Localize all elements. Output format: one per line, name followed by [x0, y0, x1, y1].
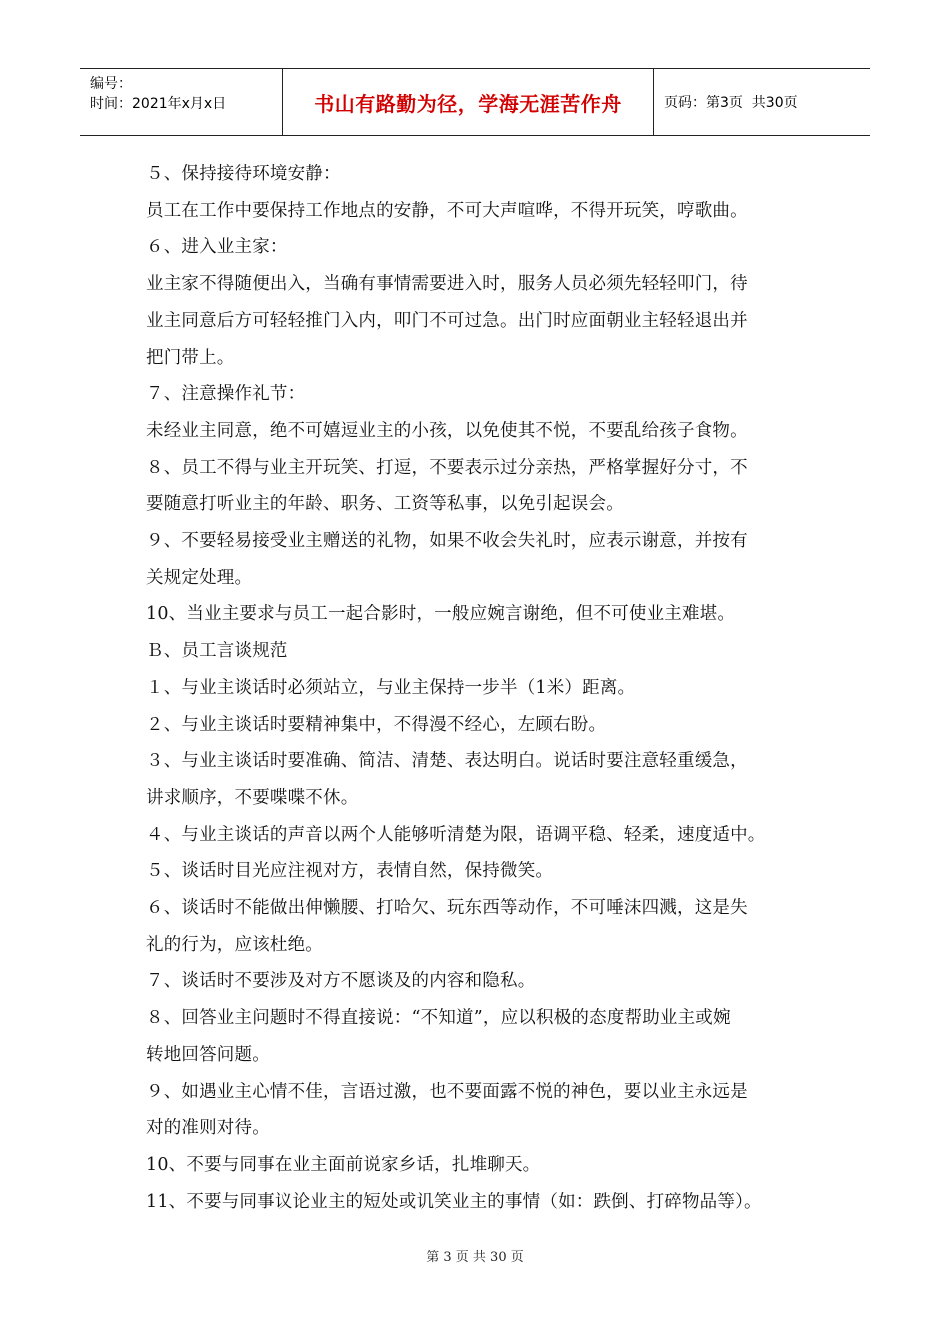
section-heading: Ｂ、员工言谈规范 — [146, 641, 288, 662]
body-line: ２、与业主谈话时要精神集中，不得漫不经心，左顾右盼。 — [146, 714, 607, 735]
body-line: １、与业主谈话时必须站立，与业主保持一步半（1米）距离。 — [146, 677, 636, 698]
body-line: 员工在工作中要保持工作地点的安静，不可大声喧哗，不得开玩笑，哼歌曲。 — [146, 200, 748, 221]
body-line: ７、注意操作礼节： — [146, 384, 306, 405]
body-line: ８、员工不得与业主开玩笑、打逗，不要表示过分亲热，严格掌握好分寸，不 — [146, 457, 748, 478]
body-line: ６、进入业主家： — [146, 237, 288, 258]
body-line: ８、回答业主问题时不得直接说：“不知道”，应以积极的态度帮助业主或婉 — [146, 1008, 731, 1029]
body-line: 对的准则对待。 — [146, 1118, 270, 1139]
body-line: ６、谈话时不能做出伸懒腰、打哈欠、玩东西等动作，不可唾沫四溅，这是失 — [146, 898, 748, 919]
body-line: 11、不要与同事议论业主的短处或讥笑业主的事情（如：跌倒、打碎物品等）。 — [146, 1191, 762, 1212]
body-line: ５、谈话时目光应注视对方，表情自然，保持微笑。 — [146, 861, 554, 882]
body-line: 关规定处理。 — [146, 567, 253, 588]
header-page-cell — [654, 69, 870, 135]
number-label: 编号： — [90, 76, 132, 92]
document-body — [146, 156, 826, 1220]
body-line: ７、谈话时不要涉及对方不愿谈及的内容和隐私。 — [146, 971, 536, 992]
page-footer: 第 3 页 共 30 页 — [426, 1250, 524, 1265]
body-line: ５、保持接待环境安静： — [146, 164, 341, 184]
page-number-label: 页码：第3页 共30页 — [664, 95, 798, 111]
body-line: ４、与业主谈话的声音以两个人能够听清楚为限，语调平稳、轻柔，速度适中。 — [146, 824, 766, 845]
body-line: 要随意打听业主的年龄、职务、工资等私事，以免引起误会。 — [146, 494, 624, 515]
motto-text: 书山有路勤为径，学海无涯苦作舟 — [314, 91, 622, 116]
body-line: 业主同意后方可轻轻推门入内，叩门不可过急。出门时应面朝业主轻轻退出并 — [146, 310, 748, 331]
body-line: ９、不要轻易接受业主赠送的礼物，如果不收会失礼时，应表示谢意，并按有 — [146, 531, 748, 552]
date-label: 时间：2021年x月x日 — [90, 96, 227, 112]
body-line: 把门带上。 — [146, 347, 235, 368]
body-line: 10、当业主要求与员工一起合影时，一般应婉言谢绝，但不可使业主难堪。 — [146, 604, 736, 625]
body-line: 讲求顺序，不要喋喋不休。 — [146, 787, 359, 808]
body-line: 10、不要与同事在业主面前说家乡话，扎堆聊天。 — [146, 1154, 541, 1175]
body-line: 未经业主同意，绝不可嬉逗业主的小孩，以免使其不悦，不要乱给孩子食物。 — [146, 420, 748, 441]
body-line: ３、与业主谈话时要准确、简洁、清楚、表达明白。说话时要注意轻重缓急， — [146, 751, 748, 772]
header-info-cell — [80, 69, 283, 135]
header-motto-cell — [283, 69, 654, 135]
body-line: 业主家不得随便出入，当确有事情需要进入时，服务人员必须先轻轻叩门，待 — [146, 274, 748, 295]
body-line: 转地回答问题。 — [146, 1044, 270, 1065]
body-line: ９、如遇业主心情不佳，言语过激，也不要面露不悦的神色，要以业主永远是 — [146, 1081, 748, 1102]
body-line: 礼的行为，应该杜绝。 — [146, 934, 323, 955]
document-header — [80, 68, 870, 136]
